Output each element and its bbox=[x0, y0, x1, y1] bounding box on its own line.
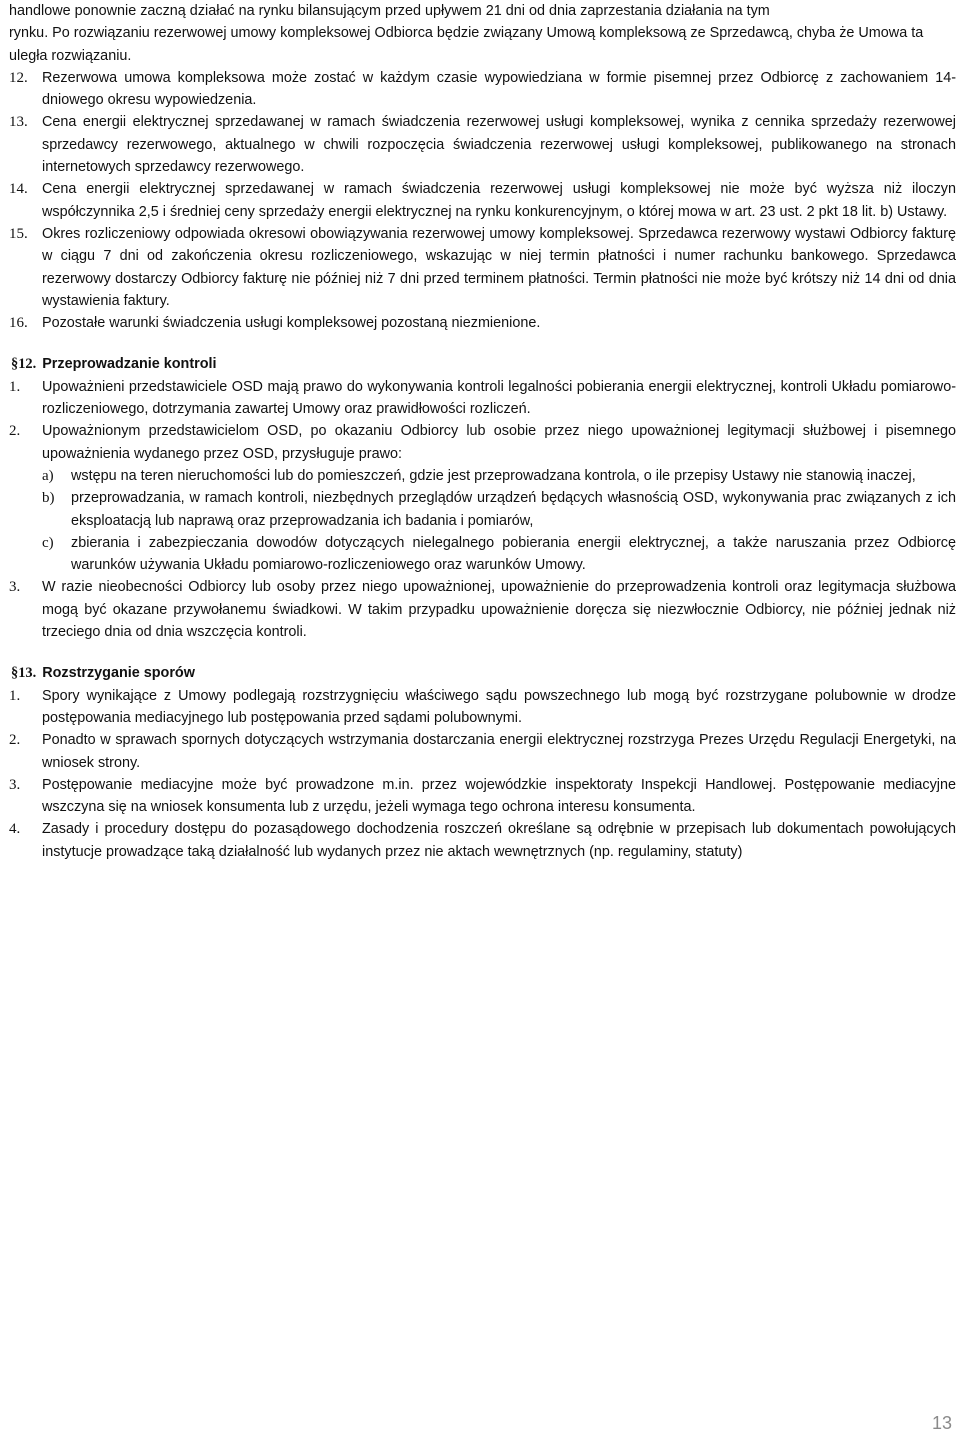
subitem-letter: a) bbox=[42, 467, 54, 484]
point-15 bbox=[9, 223, 956, 312]
intro-continuation: rynku. Po rozwiązaniu rezerwowej umowy kompleksowej Odbiorca będzie związany Umową kompleksową ze Sprzedawcą, chyba że Umowa ta uległa rozwiązaniu. bbox=[9, 25, 924, 64]
section-12-subitem-a bbox=[9, 465, 956, 487]
section-12-item-2 bbox=[9, 420, 956, 465]
section-title: Przeprowadzanie kontroli bbox=[42, 356, 217, 373]
section-13-heading bbox=[11, 662, 956, 684]
item-number: 2. bbox=[9, 732, 21, 749]
item-text: Upoważnionym przedstawicielom OSD, po okazaniu Odbiorcy lub osobie przez niego upoważnionej legitymacji służbowej i pisemnego upoważnienia wydanego przez OSD, przysługuje prawo: bbox=[42, 423, 956, 462]
point-13 bbox=[9, 111, 956, 178]
point-number: 13. bbox=[9, 114, 28, 131]
point-14 bbox=[9, 178, 956, 223]
item-text: W razie nieobecności Odbiorcy lub osoby przez niego upoważnionej, upoważnienie do przeprowadzenia kontroli oraz legitymacja służbowa mogą być okazane przywołanemu świadkowi. W takim przypadku upoważnienie doręcza się niezwłocznie Odbiorcy, nie później jednak niż trzeciego dnia od dnia wszczęcia kontroli. bbox=[42, 579, 956, 641]
point-text: Cena energii elektrycznej sprzedawanej w ramach świadczenia rezerwowej usługi kompleksowej nie może być wyższa niż iloczyn współczynnika 2,5 i średniej ceny sprzedaży energii elektrycznej na rynku konkurencyjnym, o której mowa w art. 23 ust. 2 pkt 18 lit. b) Ustawy. bbox=[42, 181, 956, 220]
point-number: 14. bbox=[9, 181, 28, 198]
point-text: Pozostałe warunki świadczenia usługi kompleksowej pozostaną niezmienione. bbox=[42, 315, 541, 332]
subitem-text: zbierania i zabezpieczania dowodów dotyczących nielegalnego pobierania energii elektrycznej, a także naruszania przez Odbiorcę warunków używania Układu pomiarowo-rozliczeniowego oraz warunków Umowy. bbox=[71, 534, 956, 574]
section-12-item-1 bbox=[9, 376, 956, 421]
item-text: Zasady i procedury dostępu do pozasądowego dochodzenia roszczeń określane są odrębnie w przepisach lub dokumentach powołujących instytucje prowadzące taką działalność lub wydanych przez nie aktach wewnętrznych (np. regulaminy, statuty) bbox=[42, 821, 956, 860]
section-12-subitem-c bbox=[9, 532, 956, 577]
section-13-item-2 bbox=[9, 729, 956, 774]
item-text: Spory wynikające z Umowy podlegają rozstrzygnięciu właściwego sądu powszechnego lub mogą być rozstrzygane polubownie w drodze postępowania mediacyjnego lub postępowania przed sądami polubownymi. bbox=[42, 687, 956, 726]
page-number: 13 bbox=[931, 1412, 952, 1433]
item-number: 3. bbox=[9, 579, 21, 596]
item-number: 1. bbox=[9, 687, 21, 704]
item-text: Ponadto w sprawach spornych dotyczących wstrzymania dostarczania energii elektrycznej rozstrzyga Prezes Urzędu Regulacji Energetyki, na wniosek strony. bbox=[42, 732, 956, 771]
point-12 bbox=[9, 67, 956, 112]
section-number: §12. bbox=[11, 356, 37, 373]
point-text: Cena energii elektrycznej sprzedawanej w ramach świadczenia rezerwowej usługi kompleksowej, wynika z cennika sprzedaży rezerwowej sprzedawcy rezerwowego, aktualnego w chwili rozpoczęcia świadczenia rezerwowej usługi kompleksowej, publikowanego na stronach internetowych sprzedawcy rezerwowego. bbox=[42, 114, 956, 176]
item-number: 2. bbox=[9, 423, 21, 440]
subitem-letter: b) bbox=[42, 490, 55, 507]
item-number: 1. bbox=[9, 378, 21, 395]
subitem-text: przeprowadzania, w ramach kontroli, niezbędnych przeglądów urządzeń będących własnością OSD, wykonywania prac związanych z ich eksploatacją lub naprawą oraz przeprowadzania ich badania i pomiarów, bbox=[71, 490, 956, 529]
point-number: 12. bbox=[9, 69, 28, 86]
point-text: Okres rozliczeniowy odpowiada okresowi obowiązywania rezerwowej umowy kompleksowej. Sprzedawca rezerwowy wystawi Odbiorcy fakturę w ciągu 7 dni od zakończenia okresu rozliczeniowego, wskazując w niej termin płatności i numer rachunku bankowego. Sprzedawca rezerwowy dostarczy Odbiorcy fakturę nie później niż 7 dni przed terminem płatności. Termin płatności nie może być krótszy niż 14 dni od dnia wystawienia faktury. bbox=[42, 225, 956, 309]
intro-continuation-line1: handlowe ponownie zaczną działać na rynku bilansującym przed upływem 21 dni od dnia zaprzestania działania na tym bbox=[9, 3, 770, 19]
section-title: Rozstrzyganie sporów bbox=[42, 665, 195, 682]
subitem-text: wstępu na teren nieruchomości lub do pomieszczeń, gdzie jest przeprowadzana kontrola, o ile przepisy Ustawy nie stanowią inaczej, bbox=[71, 467, 916, 484]
item-number: 3. bbox=[9, 776, 21, 793]
section-number: §13. bbox=[11, 665, 37, 682]
subitem-letter: c) bbox=[42, 534, 54, 551]
item-text: Postępowanie mediacyjne może być prowadzone m.in. przez wojewódzkie inspektoraty Inspekcji Handlowej. Postępowanie mediacyjne wszczyna się na wniosek konsumenta lub z urzędu, jeżeli wymaga tego ochrona interesu konsumenta. bbox=[42, 776, 956, 816]
section-13-item-1 bbox=[9, 685, 956, 730]
point-number: 15. bbox=[9, 225, 28, 242]
section-13-item-3 bbox=[9, 774, 956, 819]
item-text: Upoważnieni przedstawiciele OSD mają prawo do wykonywania kontroli legalności pobierania energii elektrycznej, kontroli Układu pomiarowo-rozliczeniowego, dotrzymania zawartej Umowy oraz prawidłowości rozliczeń. bbox=[42, 378, 956, 418]
point-number: 16. bbox=[9, 315, 28, 332]
section-13-item-4 bbox=[9, 818, 956, 863]
section-12-heading bbox=[11, 353, 956, 375]
section-12-item-3 bbox=[9, 576, 956, 643]
point-16 bbox=[9, 312, 956, 334]
point-text: Rezerwowa umowa kompleksowa może zostać w każdym czasie wypowiedziana w formie pisemnej przez Odbiorcę z zachowaniem 14-dniowego okresu wypowiedzenia. bbox=[42, 69, 956, 109]
item-number: 4. bbox=[9, 821, 21, 838]
section-12-subitem-b bbox=[9, 487, 956, 532]
